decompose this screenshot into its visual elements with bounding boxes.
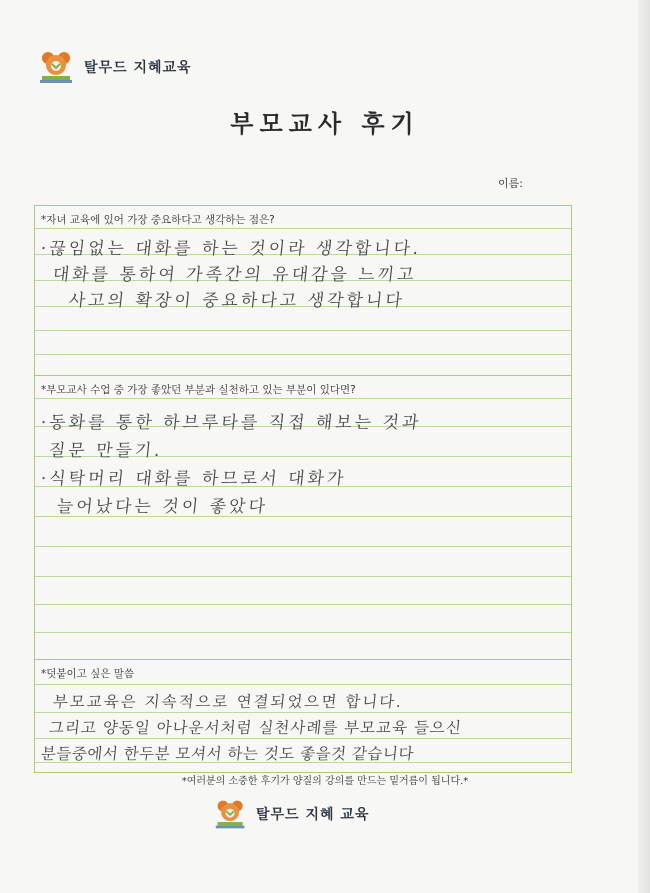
section-2 bbox=[35, 376, 571, 660]
footer-note: *여러분의 소중한 후기가 양질의 강의를 만드는 밑거름이 됩니다.* bbox=[181, 776, 469, 787]
rule-line bbox=[35, 546, 571, 547]
rule-line bbox=[35, 738, 571, 739]
handwritten-answer-line: ·끊임없는 대화를 하는 것이라 생각합니다. bbox=[39, 239, 423, 259]
talmud-mascot-logo-icon bbox=[214, 798, 248, 830]
section-3-question: *덧붙이고 싶은 말씀 bbox=[41, 668, 135, 680]
handwritten-answer-line: 그리고 양동일 아나운서처럼 실천사례를 부모교육 들으신 bbox=[47, 719, 463, 737]
handwritten-answer-line: ·동화를 통한 하브루타를 직접 해보는 것과 bbox=[39, 413, 423, 433]
rule-line bbox=[35, 632, 571, 633]
section-3 bbox=[35, 660, 571, 772]
section-1 bbox=[35, 206, 571, 376]
brand-logo-bottom bbox=[214, 798, 369, 830]
handwritten-answer-line: 대화를 통하여 가족간의 유대감을 느끼고 bbox=[51, 265, 418, 285]
rule-line bbox=[35, 398, 571, 399]
page-title: 부모교사 후기 bbox=[230, 110, 420, 138]
section-2-question: *부모교사 수업 중 가장 좋았던 부분과 실천하고 있는 부분이 있다면? bbox=[41, 384, 356, 396]
rule-line bbox=[35, 354, 571, 355]
rule-line bbox=[35, 712, 571, 713]
section-1-question: *자녀 교육에 있어 가장 중요하다고 생각하는 점은? bbox=[41, 214, 275, 226]
form-frame bbox=[34, 205, 572, 773]
rule-line bbox=[35, 684, 571, 685]
rule-line bbox=[35, 604, 571, 605]
brand-logo-top bbox=[38, 50, 192, 84]
handwritten-answer-line: 늘어났다는 것이 좋았다 bbox=[55, 497, 269, 517]
handwritten-answer-line: 사고의 확장이 중요하다고 생각합니다 bbox=[67, 291, 406, 311]
brand-name-footer: 탈무드 지혜 교육 bbox=[256, 807, 370, 823]
rule-line bbox=[35, 576, 571, 577]
rule-line bbox=[35, 330, 571, 331]
handwritten-answer-line: 부모교육은 지속적으로 연결되었으면 합니다. bbox=[51, 693, 405, 711]
handwritten-answer-line: 질문 만들기. bbox=[47, 441, 164, 461]
name-field-label: 이름: bbox=[498, 177, 523, 190]
rule-line bbox=[35, 228, 571, 229]
talmud-mascot-logo-icon bbox=[38, 50, 76, 84]
brand-name: 탈무드 지혜교육 bbox=[84, 60, 192, 76]
handwritten-answer-line: 분들중에서 한두분 모셔서 하는 것도 좋을것 같습니다 bbox=[39, 745, 415, 763]
handwritten-answer-line: ·식탁머리 대화를 하므로서 대화가 bbox=[39, 469, 348, 489]
